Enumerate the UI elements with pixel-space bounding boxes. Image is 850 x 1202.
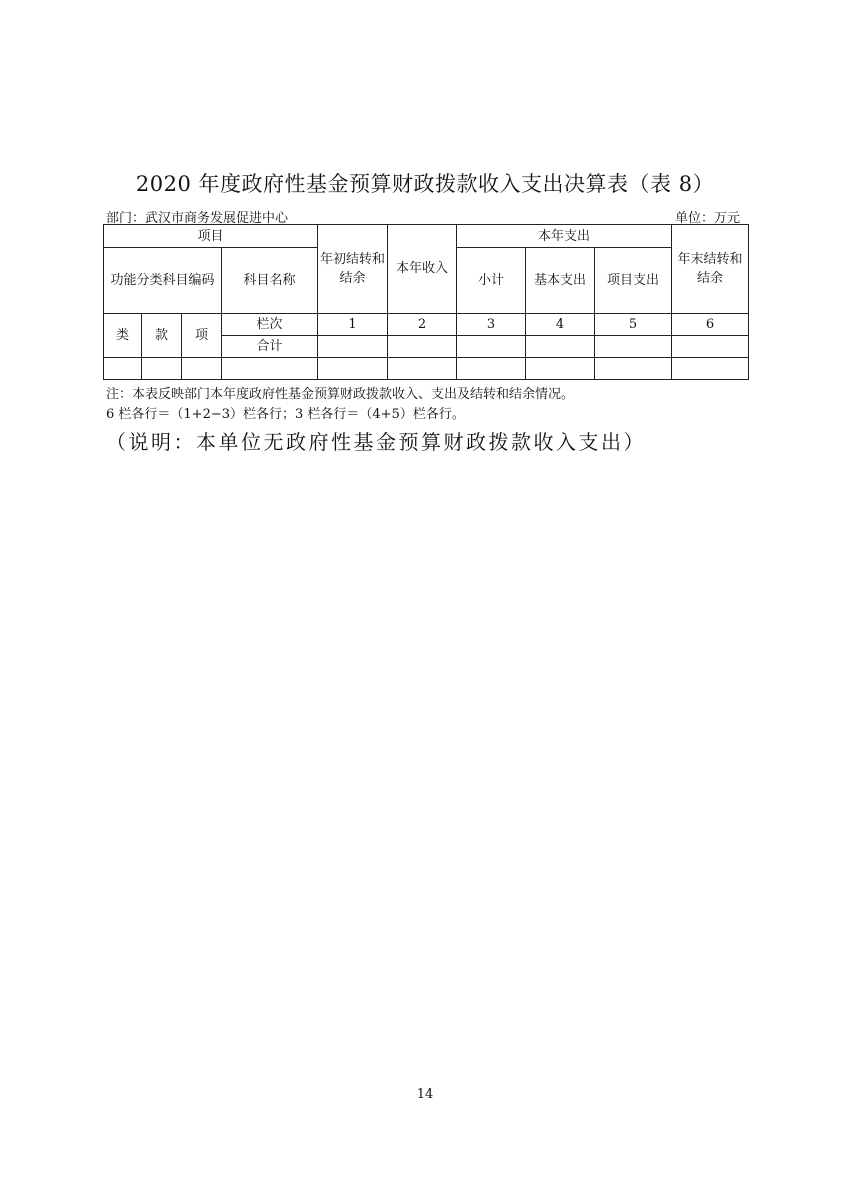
header-subtotal: 小计 bbox=[457, 248, 526, 313]
note-line-2: 6 栏各行＝（1+2−3）栏各行；3 栏各行＝（4+5）栏各行。 bbox=[106, 407, 465, 422]
col-item: 项 bbox=[182, 313, 222, 357]
fund-budget-table bbox=[103, 224, 749, 380]
unit-label: 单位：万元 bbox=[674, 211, 740, 226]
explanation-text: （说明：本单位无政府性基金预算财政拨款收入支出） bbox=[106, 430, 646, 454]
empty-row bbox=[104, 357, 749, 379]
note-line-1: 注：本表反映部门本年度政府性基金预算财政拨款收入、支出及结转和结余情况。 bbox=[106, 387, 575, 402]
column-number: 2 bbox=[388, 313, 457, 335]
header-income: 本年收入 bbox=[388, 225, 457, 314]
empty-cell bbox=[182, 357, 222, 379]
column-number: 4 bbox=[526, 313, 595, 335]
empty-cell bbox=[104, 357, 142, 379]
column-number: 5 bbox=[595, 313, 672, 335]
empty-cell bbox=[672, 357, 749, 379]
empty-cell bbox=[222, 357, 318, 379]
header-expenditure: 本年支出 bbox=[457, 225, 672, 248]
header-project: 项目 bbox=[104, 225, 318, 248]
empty-cell bbox=[142, 357, 182, 379]
empty-cell bbox=[318, 335, 388, 357]
header-subject-name: 科目名称 bbox=[222, 248, 318, 313]
empty-cell bbox=[318, 357, 388, 379]
col-class: 类 bbox=[104, 313, 142, 357]
column-number: 6 bbox=[672, 313, 749, 335]
empty-cell bbox=[526, 335, 595, 357]
page-title: 2020 年度政府性基金预算财政拨款收入支出决算表（表 8） bbox=[135, 172, 715, 196]
department-label: 部门：武汉市商务发展促进中心 bbox=[106, 211, 289, 226]
empty-cell bbox=[595, 335, 672, 357]
empty-cell bbox=[388, 357, 457, 379]
header-basic: 基本支出 bbox=[526, 248, 595, 313]
empty-cell bbox=[672, 335, 749, 357]
empty-cell bbox=[457, 335, 526, 357]
column-number: 3 bbox=[457, 313, 526, 335]
row-total: 合计 bbox=[222, 335, 318, 357]
empty-cell bbox=[595, 357, 672, 379]
header-closing-balance: 年末结转和结余 bbox=[672, 225, 749, 314]
page-number: 14 bbox=[416, 1087, 434, 1102]
header-project-expenditure: 项目支出 bbox=[595, 248, 672, 313]
row-column-no: 栏次 bbox=[222, 313, 318, 335]
col-section: 款 bbox=[142, 313, 182, 357]
header-opening-balance: 年初结转和结余 bbox=[318, 225, 388, 314]
empty-cell bbox=[388, 335, 457, 357]
empty-cell bbox=[526, 357, 595, 379]
column-number: 1 bbox=[318, 313, 388, 335]
header-function-code: 功能分类科目编码 bbox=[104, 248, 222, 313]
empty-cell bbox=[457, 357, 526, 379]
